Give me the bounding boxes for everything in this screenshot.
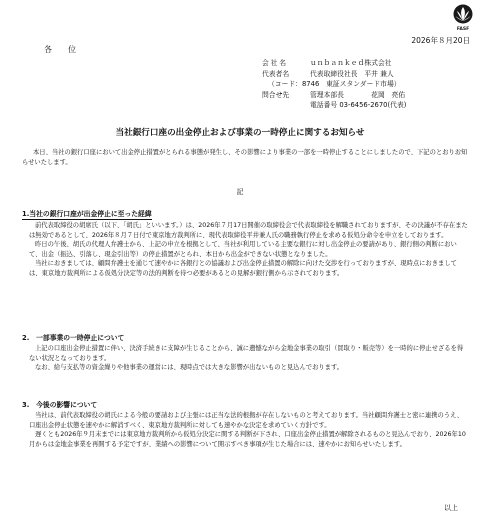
section-3-paragraph-2: 遅くとも2026年９月末までには東京地方裁判所から仮処分決定に関する判断が下され、口座出金停止措置が解除されるものと見込んでおり、2026年10月からは金地金事業を再開する予定ですが、業績への影響について開示すべき事項が生じた場合には、速やかにお知らせいたします。 [29,431,466,448]
section-2-paragraph-2: なお、給与支払等の資金繰りや他事業の運営には、現時点では大きな影響が出ないものと見込んでおります。 [35,364,344,371]
intro-section [22,148,468,169]
representative-label: 代表者名 [262,69,290,78]
section-1-paragraph-2: 昨日の午後、胡氏の代理人弁護士から、上記の申立を根拠として、当社が利用している主要な銀行に対し出金停止の要請があり、銀行側の判断において、出金（振込、引落し、現金引出等）の停止措置がとられ、本日から出金ができない状態となりました。 [29,241,457,258]
section-2-heading: 2. 一部事業の一時停止について [22,334,125,342]
section-2 [22,333,468,373]
phone-number: 電話番号 03-6456-2670(代表) [310,101,407,110]
company-row [262,58,406,69]
intro-paragraph: 本日、当社の銀行口座において出金停止措置がとられる事態が発生し、その影響により事業の一部を一時停止することにしましたので、下記のとおりお知らせいたします。 [22,149,468,167]
section-3 [22,400,468,449]
section-1-heading: 1.当社の銀行口座が出金停止に至った経緯 [22,210,152,218]
section-1-paragraph-3: 当社におきましては、顧問弁護士を通じて速やかに各銀行との協議および出金停止措置の解除に向けた交渉を行っておりますが、現時点におきましては、東京地方裁判所による仮処分決定等の法的判断を待つ必要があるとの見解が銀行側から示されております。 [29,260,457,277]
stock-code: （コード：8746 東証スタンダード市場） [268,80,401,89]
company-label: 会社名 [262,59,288,67]
contact-label: 問合せ先 [262,90,290,99]
document-title: 当社銀行口座の出金停止および事業の一時停止に関するお知らせ [115,128,365,138]
logo-text: FASF [456,27,470,32]
section-3-heading: 3. 今後の影響について [22,401,98,409]
contact-name: 管理本部長 花岡 亮佑 [310,90,406,99]
phone-row [262,100,406,111]
section-1 [22,209,468,278]
fasf-logo-icon [452,4,474,32]
company-name: ｕｎｂａｎｋｅｄ株式会社 [310,59,392,67]
closing-mark: 以上 [444,504,458,512]
representative-row [262,69,406,80]
stock-code-row [262,79,406,90]
representative-name: 代表取締役社長 平井 兼人 [310,69,394,78]
contact-row [262,90,406,101]
addressee: 各位 [44,45,92,54]
release-date: 2026年８月20日 [411,36,470,45]
sender-block [262,58,406,111]
section-1-paragraph-1: 前代表取締役の胡席氏（以下、「胡氏」といいます。）は、2026年７月17日開催の取締役会で代表取締役を解職されておりますが、その決議が不存在または無効であるとして、2026年８月７日付で東京地方裁判所に、現代表取締役平井兼人氏の職務執行停止を求める仮処分命令を申立をしております。 [29,222,468,239]
ki-marker: 記 [236,188,244,196]
section-3-paragraph-1: 当社は、前代表取締役の胡氏による今般の要請および主張には正当な法的根拠が存在しないものと考えております。当社顧問弁護士と密に連携のうえ、口座出金停止状態を速やかに解消すべく、東京地方裁判所に対しても速やかな決定を求めていく方針です。 [29,412,464,429]
section-2-paragraph-1: 上記の口座出金停止措置に伴い、決済手続きに支障が生じることから、誠に遺憾ながら金地金事業の取引（買取り・販売等）を一時的に停止せざるを得ない状況となっております。 [29,345,464,362]
